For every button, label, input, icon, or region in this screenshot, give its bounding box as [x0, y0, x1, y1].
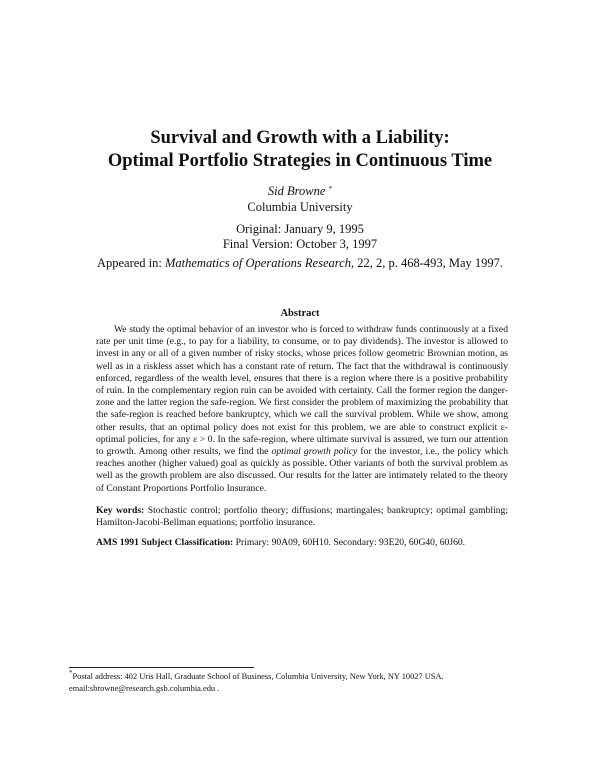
keywords-text: Stochastic control; portfolio theory; diffusions; martingales; bankruptcy; optimal gambling; Hamilton-Jacobi-Bellman equations; portfolio insurance.	[96, 505, 509, 529]
journal-name: Mathematics of Operations Research	[164, 256, 351, 270]
title-line-2: Optimal Portfolio Strategies in Continuous Time	[107, 151, 493, 171]
author-name: Sid Browne	[267, 184, 326, 198]
author-line	[0, 183, 600, 199]
keywords-label: Key words:	[96, 505, 145, 516]
ams-text: Primary: 90A09, 60H10. Secondary: 93E20, 60G40, 60J60.	[233, 537, 466, 548]
final-date: Final Version: October 3, 1997	[222, 237, 378, 251]
footnote-line-1	[69, 671, 539, 683]
publication-details: , 22, 2, p. 468-493, May 1997.	[350, 256, 504, 270]
author-affiliation: Columbia University	[247, 200, 353, 214]
ams-label: AMS 1991 Subject Classification:	[96, 537, 234, 548]
title-line-1: Survival and Growth with a Liability:	[150, 128, 450, 148]
footnote-divider	[69, 667, 254, 668]
appeared-prefix: Appeared in:	[96, 256, 165, 270]
abstract-text-part-1: We study the optimal behavior of an investor who is forced to withdraw funds continuously at a fixed rate per unit time (e.g., to pay for a liability, to consume, or to pay dividends). The investor is allowed to invest in any or all of a given number of risky stocks, whose prices follow geometric Brownian motion, as well as in a riskless asset which has a constant rate of return. The fact that the withdrawal is continuously enforced, regardless of the wealth level, ensures that there is a region where there is a positive probability of ruin. In the complementary region ruin can be avoided with certainty. Call the former region the danger-zone and the latter region the safe-region. We first consider the problem of maximizing the probability that the safe-region is reached before bankruptcy, which we call the survival problem. While we show, among other results, that an optimal policy does not exist for this problem, we are able to construct explicit ε-optimal policies, for any ε > 0. In the safe-region, where ultimate survival is assured, we turn our attention to growth. Among other results, we find the	[96, 324, 508, 458]
keywords-paragraph	[96, 505, 508, 529]
dates-block	[0, 222, 600, 271]
author-footnote-mark: *	[328, 185, 333, 193]
footnote-email: email:sbrowne@research.gsb.columbia.edu .	[69, 684, 220, 693]
abstract-body	[96, 324, 508, 495]
abstract-heading: Abstract	[280, 308, 320, 319]
footnote-mark: *	[69, 669, 73, 677]
author-block	[0, 183, 600, 215]
footnote	[69, 671, 539, 695]
abstract-text-part-2: for the investor, i.e., the policy which reaches another (higher valued) goal as quickly as possible. Other variants of both the survival problem as well as the growth problem are also discussed. Our results for the latter are intimately related to the theory of Constant Proportions Portfolio Insurance.	[96, 446, 508, 494]
publication-info	[0, 256, 600, 271]
abstract-emphasis: optimal growth policy	[271, 446, 358, 458]
footnote-address: Postal address: 402 Uris Hall, Graduate School of Business, Columbia University, New York, NY 10027 USA.	[72, 672, 444, 681]
paper-title	[0, 127, 600, 173]
original-date: Original: January 9, 1995	[236, 222, 364, 236]
ams-classification	[96, 537, 508, 550]
